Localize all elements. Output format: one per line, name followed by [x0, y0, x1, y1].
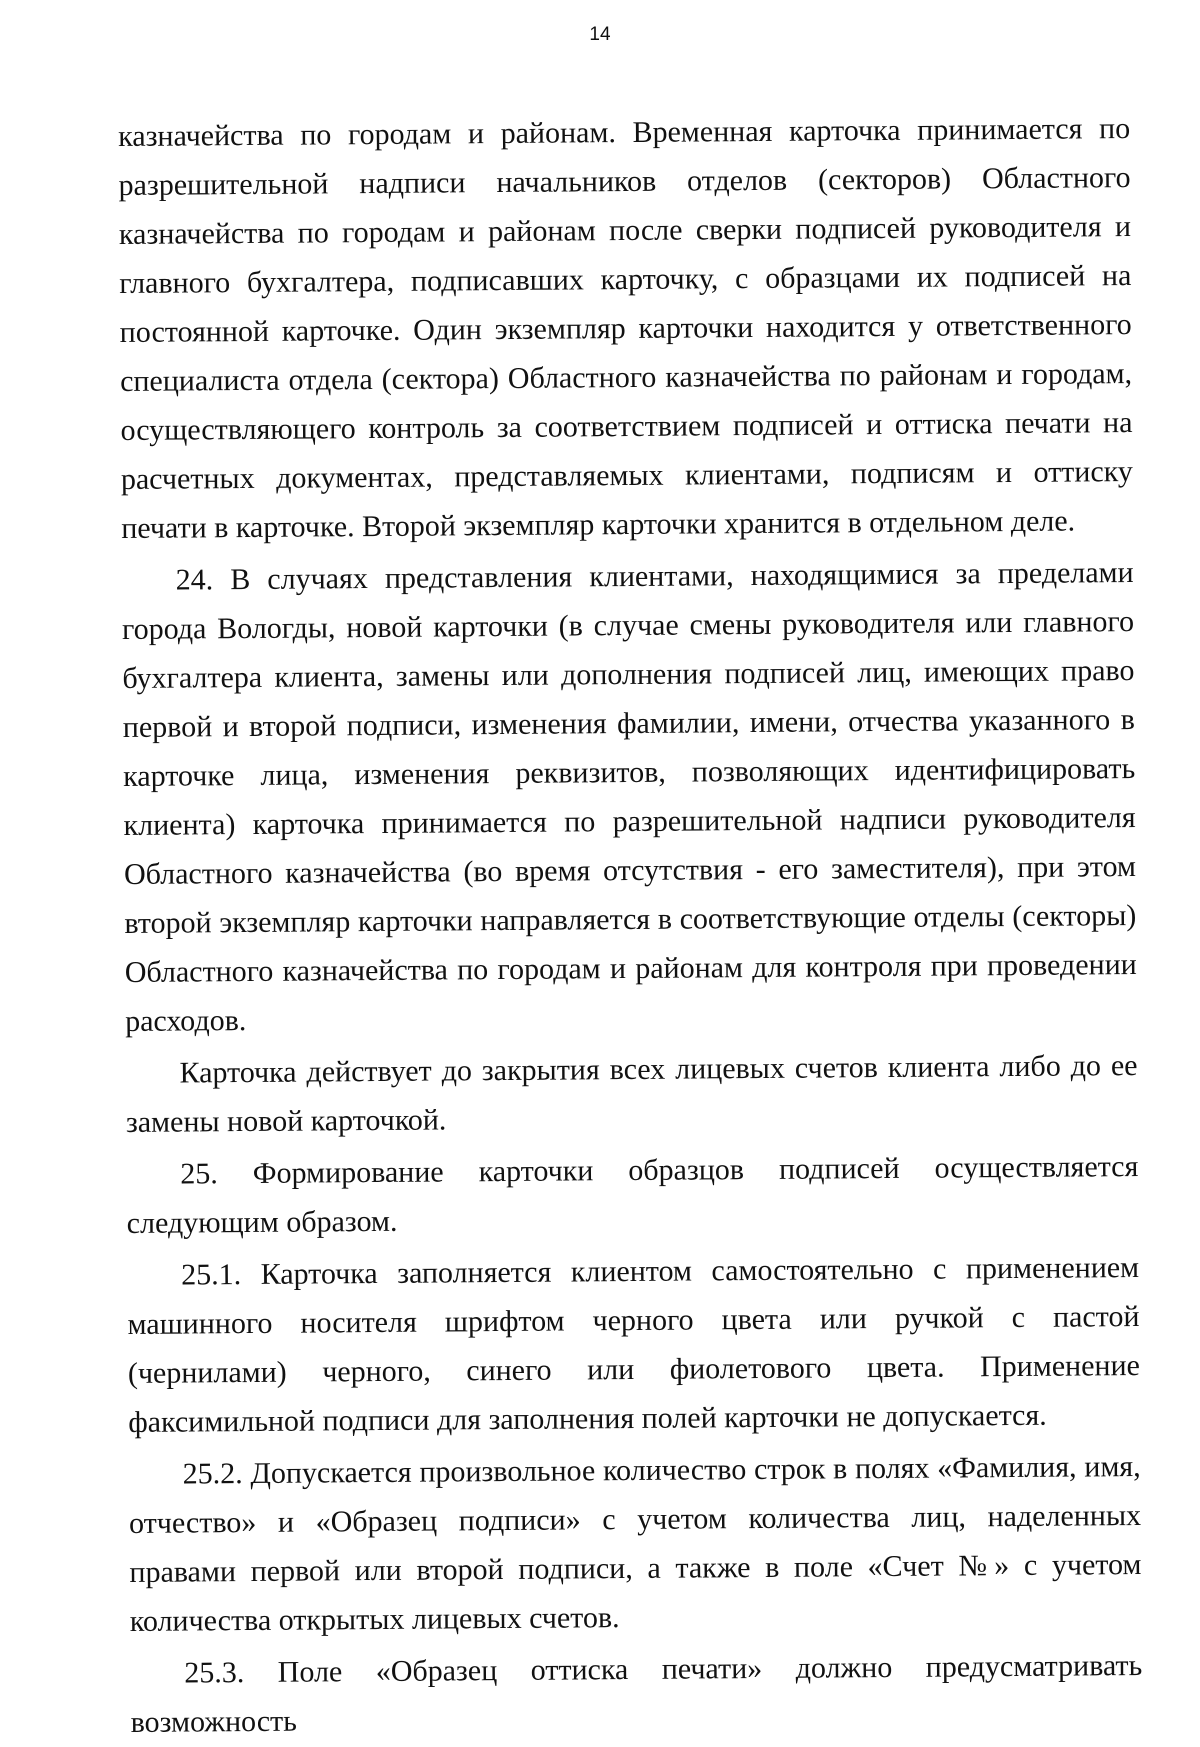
- paragraph-25-1: 25.1. Карточка заполняется клиентом самостоятельно с применением машинного носителя шрифтом черного цвета или ручкой с пастой (чернилами) черного, синего или фиолетового цвета. Применение факсимильной подписи для заполнения полей карточки не допускается.: [127, 1251, 1141, 1439]
- paragraph-25-2: 25.2. Допускается произвольное количество строк в полях «Фамилия, имя, отчество» и «Образец подписи» с учетом количества лиц, наделенных правами первой или второй подписи, а также в поле «Счет №» с учетом количества открытых лицевых счетов.: [128, 1450, 1142, 1638]
- paragraph-continuation: казначейства по городам и районам. Временная карточка принимается по разрешительной надписи начальников отделов (секторов) Областного казначейства по городам и районам после сверки подписей руководителя и главного бухгалтера, подписавших карточку, с образцами их подписей на постоянной карточке. Один экземпляр карточки находится у ответственного специалиста отдела (сектора) Областного казначейства по районам и городам, осуществляющего контроль за соответствием подписей и оттиска печати на расчетных документах, представляемых клиентами, подписям и оттиску печати в карточке. Второй экземпляр карточки хранится в отдельном деле.: [118, 112, 1133, 545]
- paragraph-25: 25. Формирование карточки образцов подписей осуществляется следующим образом.: [126, 1150, 1139, 1240]
- paragraph-25-3: 25.3. Поле «Образец оттиска печати» должно предусматривать возможность: [130, 1649, 1143, 1739]
- document-body: [118, 104, 1143, 1747]
- page-number: 14: [589, 24, 611, 45]
- paragraph-card-validity: Карточка действует до закрытия всех лицевых счетов клиента либо до ее замены новой карточкой.: [125, 1049, 1138, 1139]
- paragraph-24: 24. В случаях представления клиентами, находящимися за пределами города Вологды, новой карточки (в случае смены руководителя или главного бухгалтера клиента, замены или дополнения подписей лиц, имеющих право первой и второй подписи, изменения фамилии, имени, отчества указанного в карточке лица, изменения реквизитов, позволяющих идентифицировать клиента) карточка принимается по разрешительной надписи руководителя Областного казначейства (во время отсутствия - его заместителя), при этом второй экземпляр карточки направляется в соответствующие отделы (секторы) Областного казначейства по городам и районам для контроля при проведении расходов.: [121, 556, 1137, 1038]
